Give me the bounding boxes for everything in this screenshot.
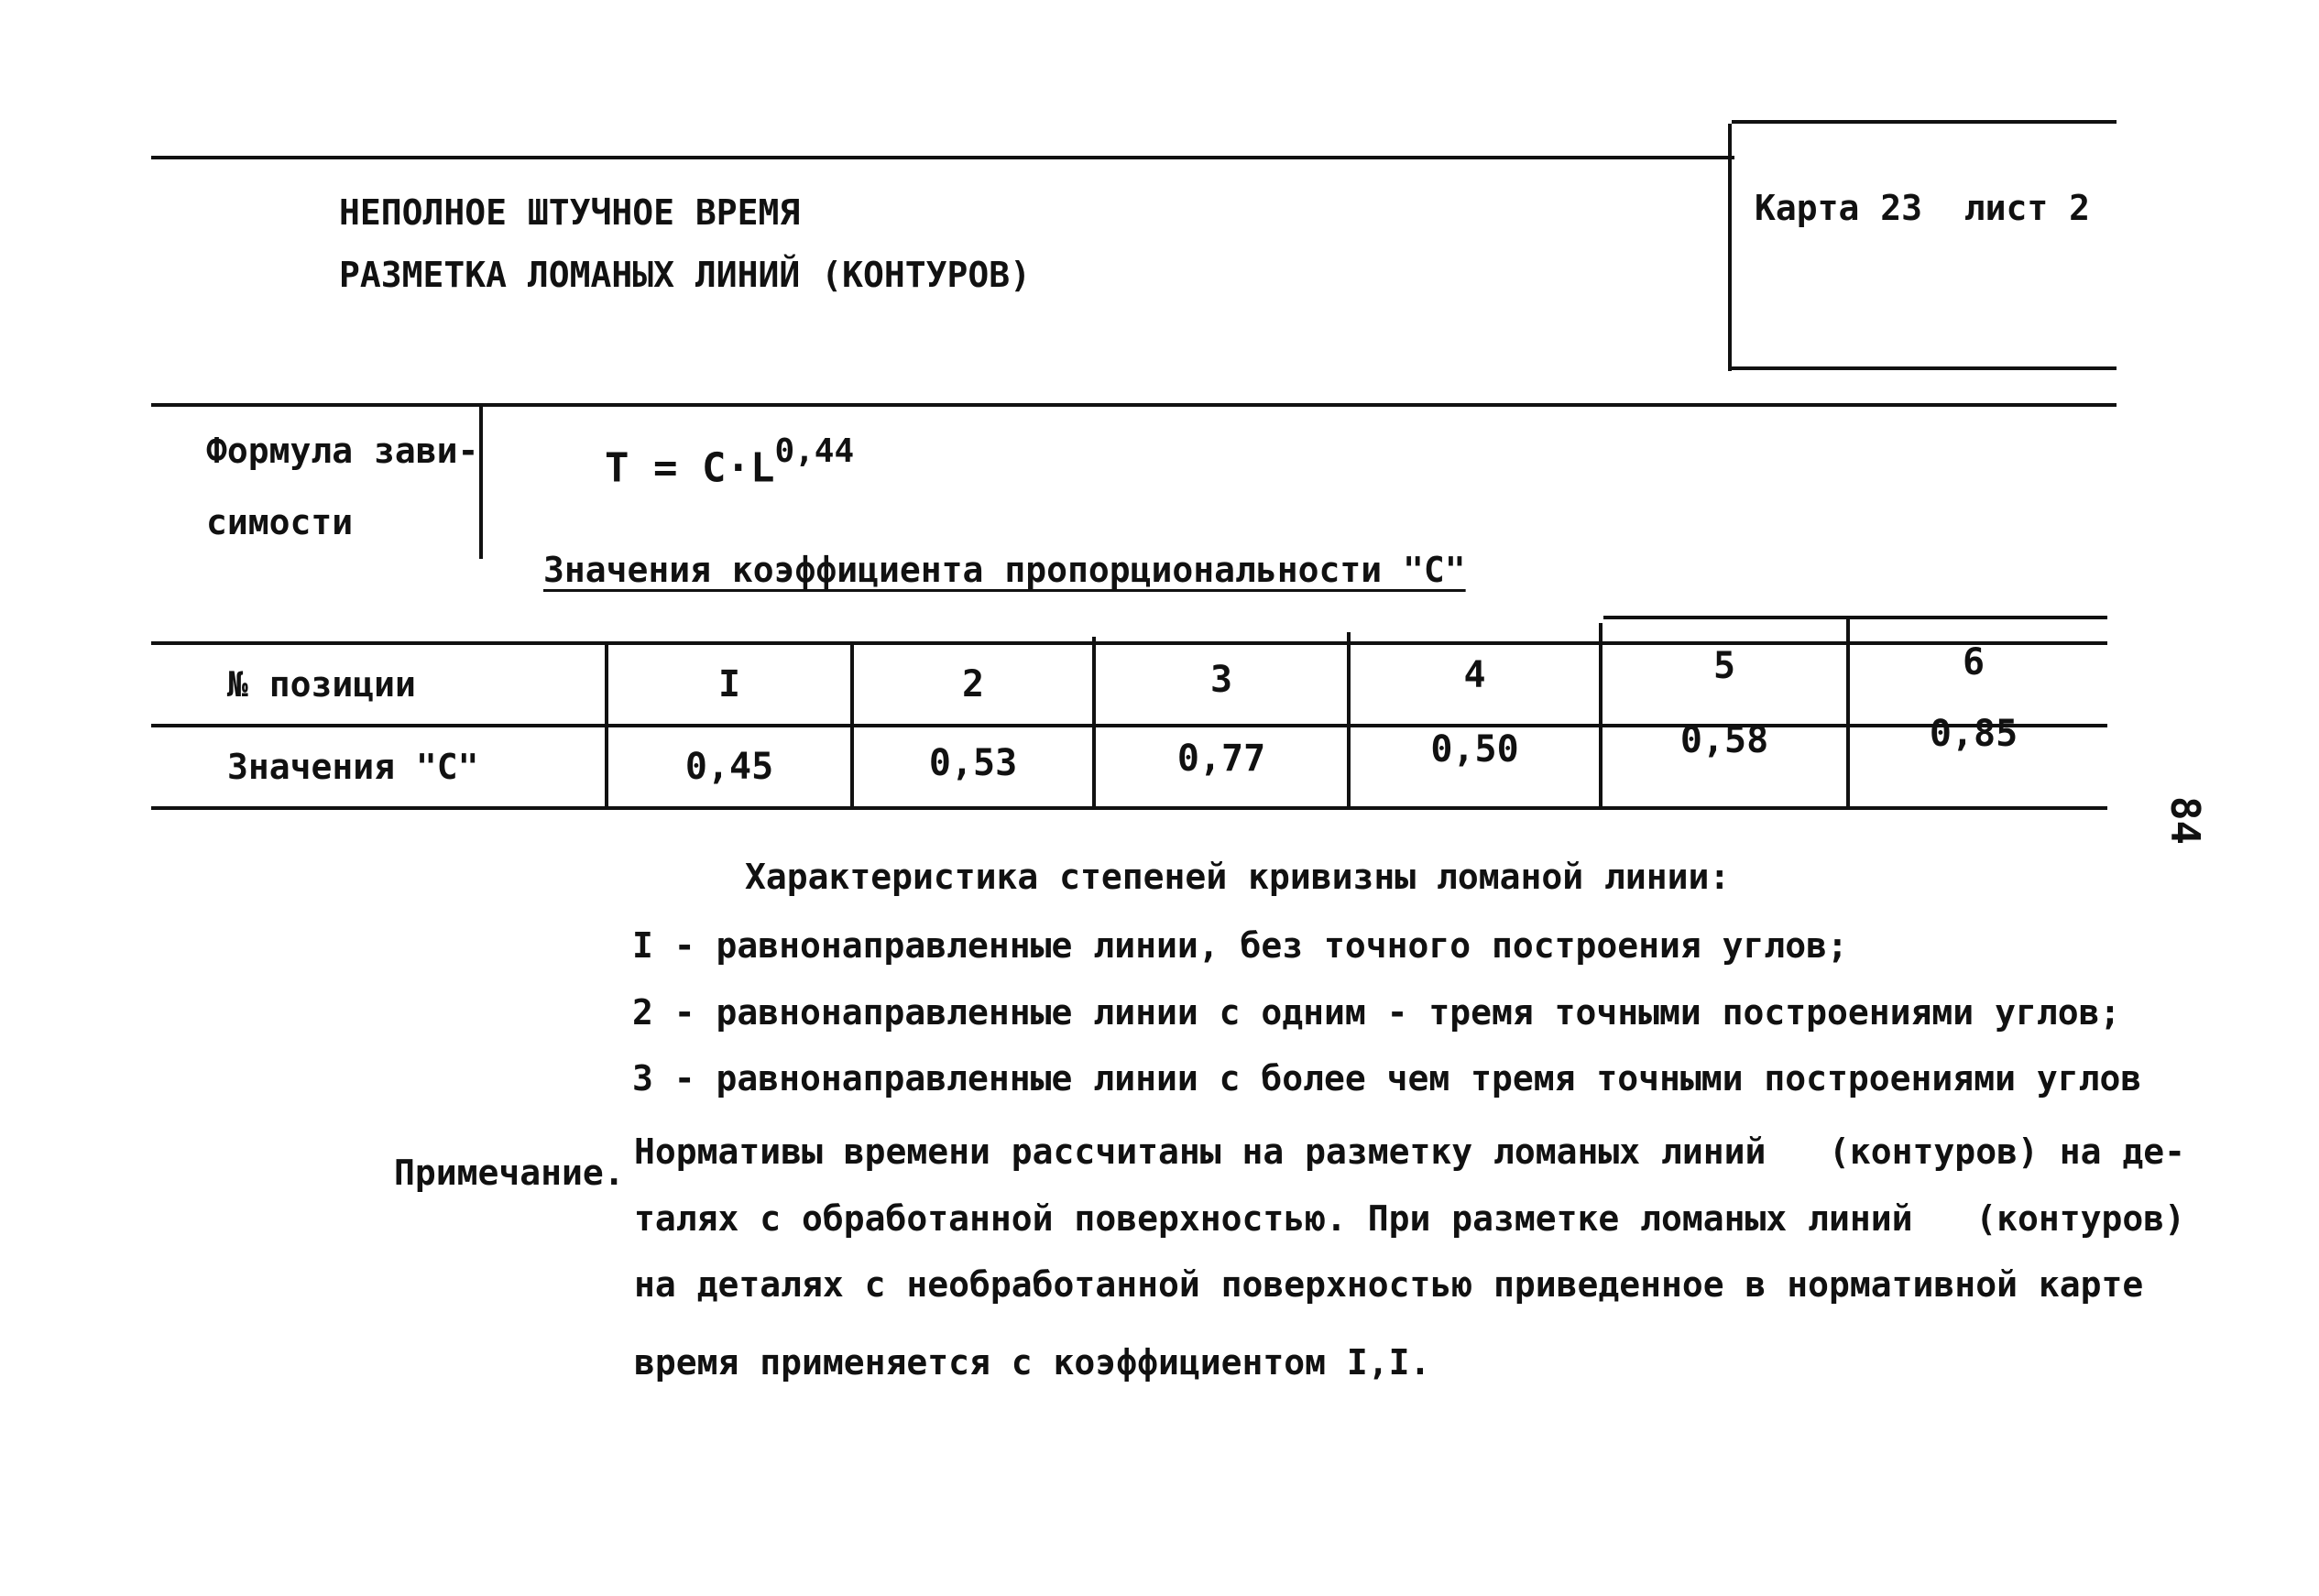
- table-row-header-values: Значения "C": [227, 747, 479, 787]
- formula-label-divider: [479, 403, 483, 559]
- note-line: Нормативы времени рассчитаны на разметку ломаных линий (контуров) на де-: [634, 1131, 2185, 1172]
- table-bottom-rule: [151, 806, 2107, 810]
- formula-expression: [605, 432, 855, 492]
- document-title-line2: РАЗМЕТКА ЛОМАНЫХ ЛИНИЙ (КОНТУРОВ): [339, 255, 1031, 295]
- formula-label-line1: Формула зави-: [206, 431, 479, 471]
- table-caption: Значения коэффициента пропорциональности "C": [543, 550, 1466, 590]
- note-line: талях с обработанной поверхностью. При разметке ломаных линий (контуров): [634, 1198, 2185, 1239]
- table-position-cell: I: [717, 663, 741, 705]
- table-position-cell: 4: [1463, 654, 1486, 696]
- table-value-cell: 0,85: [1929, 713, 2018, 755]
- page-number: 84: [2160, 796, 2208, 845]
- formula-label-line2: симости: [206, 502, 354, 542]
- table-value-cell: 0,50: [1430, 728, 1519, 771]
- characteristics-heading: Характеристика степеней кривизны ломаной линии:: [745, 857, 1731, 897]
- table-position-cell: 5: [1712, 645, 1736, 687]
- table-position-cell: 2: [961, 663, 985, 705]
- formula-top-rule: [151, 403, 2117, 407]
- table-position-cell: 6: [1962, 641, 1985, 683]
- formula-exponent: 0,44: [774, 432, 855, 470]
- note-line: на деталях с необработанной поверхностью приведенное в нормативной карте: [634, 1264, 2144, 1305]
- characteristics-item: 2 - равнонаправленные линии с одним - тремя точными построениями углов;: [632, 992, 2121, 1033]
- characteristics-item: I - равнонаправленные линии, без точного построения углов;: [632, 925, 1848, 966]
- note-line: время применяется с коэффициентом I,I.: [634, 1342, 1431, 1383]
- document-title-line1: НЕПОЛНОЕ ШТУЧНОЕ ВРЕМЯ: [339, 192, 801, 233]
- table-top-rule-right: [1603, 616, 2107, 619]
- header-top-rule-left: [151, 156, 1734, 159]
- table-row-header-positions: № позиции: [227, 664, 416, 705]
- formula-base: T = C·L: [605, 444, 775, 492]
- characteristics-item: 3 - равнонаправленные линии с более чем тремя точными построениями углов: [632, 1058, 2142, 1099]
- table-value-cell: 0,58: [1679, 719, 1769, 761]
- header-top-rule: [1732, 120, 2117, 124]
- header-vertical-divider: [1728, 124, 1732, 371]
- table-value-cell: 0,77: [1176, 738, 1266, 780]
- card-sheet-label: Карта 23 лист 2: [1755, 188, 2091, 228]
- table-value-cell: 0,53: [928, 742, 1018, 784]
- header-bottom-rule: [1728, 366, 2117, 370]
- note-label: Примечание.: [394, 1153, 625, 1193]
- table-position-cell: 3: [1209, 659, 1233, 701]
- table-value-cell: 0,45: [684, 746, 774, 788]
